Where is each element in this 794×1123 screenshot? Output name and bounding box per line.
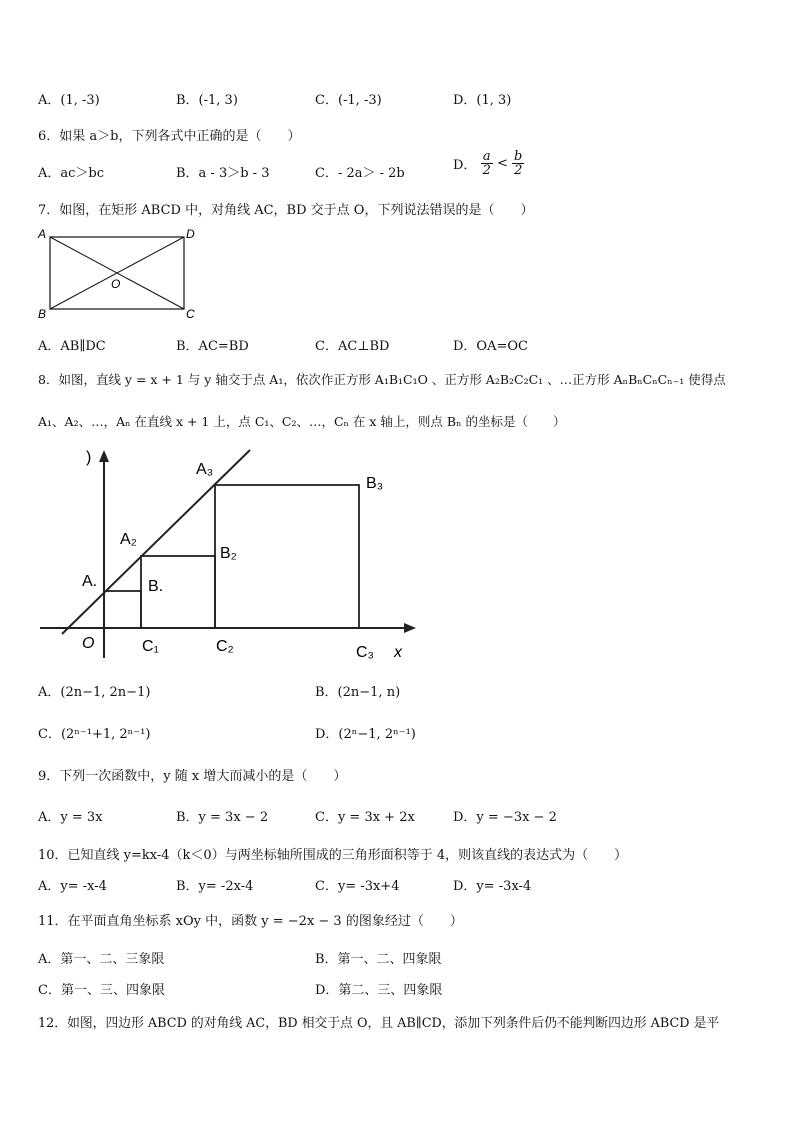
q7-option-b: B．AC=BD bbox=[176, 339, 249, 354]
q7-option-d: D．OA=OC bbox=[453, 339, 528, 354]
q6-frac-num-a: a bbox=[481, 150, 493, 164]
q6-frac-den-b: 2 bbox=[514, 163, 523, 178]
q9-option-a: A．y = 3x bbox=[38, 810, 103, 825]
q6-option-d-label: D． bbox=[453, 158, 477, 173]
q8-label-a1: A. bbox=[82, 573, 98, 590]
q6-fraction-b bbox=[512, 150, 524, 177]
q8-y-label: ) bbox=[86, 449, 92, 466]
q7-label-b: B bbox=[38, 307, 47, 321]
q8-label-a3: A₃ bbox=[196, 461, 214, 478]
q11-option-b: B．第一、二、四象限 bbox=[315, 952, 442, 967]
q8-option-c: C．(2ⁿ⁻¹+1, 2ⁿ⁻¹) bbox=[38, 727, 151, 742]
q8-stem-line1: 8．如图，直线 y = x + 1 与 y 轴交于点 A₁，依次作正方形 A₁B₁C₁O 、正方形 A₂B₂C₂C₁ 、…正方形 AₙBₙCₙCₙ₋₁ 使得点 bbox=[38, 372, 726, 387]
q6-frac-den-a: 2 bbox=[482, 163, 491, 178]
q10-option-d: D．y= -3x-4 bbox=[453, 879, 532, 894]
q8-label-b3: B₃ bbox=[366, 475, 384, 492]
q9-option-d: D．y = −3x − 2 bbox=[453, 810, 557, 825]
q6-less-than: < bbox=[497, 156, 508, 171]
q5-option-c: C．(-1, -3) bbox=[315, 93, 382, 108]
q8-x-label: x bbox=[394, 644, 402, 661]
q5-option-d: D．(1, 3) bbox=[453, 93, 512, 108]
q8-label-c3: C₃ bbox=[356, 644, 375, 661]
q8-label-c2: C₂ bbox=[216, 638, 234, 655]
q6-stem: 6．如果 a＞b，下列各式中正确的是（ ） bbox=[38, 129, 301, 144]
q11-option-a: A．第一、二、三象限 bbox=[38, 952, 165, 967]
q8-label-a2: A₂ bbox=[120, 531, 137, 548]
q8-label-o: O bbox=[82, 635, 95, 652]
q7-label-c: C bbox=[186, 307, 195, 321]
q11-stem: 11．在平面直角坐标系 xOy 中，函数 y = −2x − 3 的图象经过（ ） bbox=[38, 914, 463, 929]
q8-option-d: D．(2ⁿ−1, 2ⁿ⁻¹) bbox=[315, 727, 416, 742]
q8-option-a: A．(2n−1, 2n−1) bbox=[38, 685, 151, 700]
q6-option-a: A．ac＞bc bbox=[38, 166, 105, 181]
q6-option-b: B．a - 3＞b - 3 bbox=[176, 166, 270, 181]
q8-stem-line2: A₁、A₂、…，Aₙ 在直线 x + 1 上，点 C₁、C₂、…，Cₙ 在 x 轴上，则点 Bₙ 的坐标是（ ） bbox=[38, 414, 566, 429]
q7-label-a: A bbox=[38, 227, 47, 241]
q6-option-d bbox=[453, 150, 524, 177]
q7-option-c: C．AC⊥BD bbox=[315, 339, 390, 354]
q8-label-b2: B₂ bbox=[220, 545, 237, 562]
q8-squares-figure bbox=[38, 448, 428, 668]
q6-option-c: C．- 2a＞ - 2b bbox=[315, 166, 405, 181]
q5-option-b: B．(-1, 3) bbox=[176, 93, 238, 108]
q12-stem: 12．如图，四边形 ABCD 的对角线 AC，BD 相交于点 O，且 AB∥CD，添加下列条件后仍不能判断四边形 ABCD 是平 bbox=[38, 1016, 720, 1031]
q10-option-c: C．y= -3x+4 bbox=[315, 879, 400, 894]
q10-option-a: A．y= -x-4 bbox=[38, 879, 107, 894]
q6-fraction-a bbox=[481, 150, 493, 177]
q9-stem: 9．下列一次函数中，y 随 x 增大而减小的是（ ） bbox=[38, 769, 347, 784]
q7-option-a: A．AB∥DC bbox=[38, 339, 106, 354]
q7-label-d: D bbox=[186, 227, 195, 241]
q6-frac-num-b: b bbox=[514, 149, 523, 164]
q9-option-b: B．y = 3x − 2 bbox=[176, 810, 269, 825]
q11-option-d: D．第二、三、四象限 bbox=[315, 983, 443, 998]
q7-stem: 7．如图，在矩形 ABCD 中，对角线 AC，BD 交于点 O，下列说法错误的是（ ） bbox=[38, 203, 534, 218]
q8-label-b1: B. bbox=[148, 578, 164, 595]
q9-option-c: C．y = 3x + 2x bbox=[315, 810, 415, 825]
q11-option-c: C．第一、三、四象限 bbox=[38, 983, 165, 998]
q8-label-c1: C₁ bbox=[142, 638, 159, 655]
q7-rectangle-figure bbox=[36, 224, 206, 324]
q8-option-b: B．(2n−1, n) bbox=[315, 685, 401, 700]
q5-option-a: A．(1, -3) bbox=[38, 93, 100, 108]
q10-option-b: B．y= -2x-4 bbox=[176, 879, 254, 894]
q10-stem: 10．已知直线 y=kx-4（k＜0）与两坐标轴所围成的三角形面积等于 4，则该直线的表达式为（ ） bbox=[38, 848, 628, 863]
q7-label-o: O bbox=[111, 277, 121, 291]
